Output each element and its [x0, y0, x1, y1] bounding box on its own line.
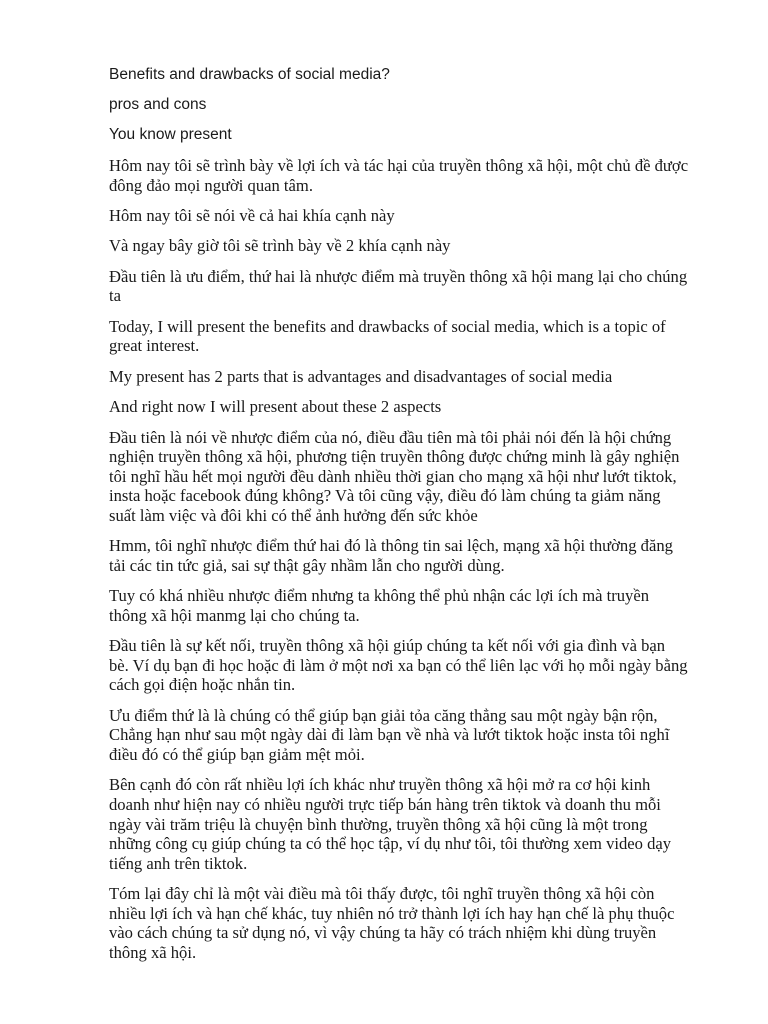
paragraph-order-vi: Đầu tiên là ưu điểm, thứ hai là nhược điểm mà truyền thông xã hội mang lại cho chúng ta [109, 266, 688, 306]
paragraph-intro-en: Today, I will present the benefits and drawbacks of social media, which is a topic of great interest. [109, 316, 666, 356]
document-title: Benefits and drawbacks of social media? [109, 66, 390, 83]
paragraph-transition-benefits: Tuy có khá nhiều nhược điểm nhưng ta không thể phủ nhận các lợi ích mà truyền thông xã hội manmg lại cho chúng ta. [109, 586, 650, 625]
paragraph-intro-vi: Hôm nay tôi sẽ trình bày về lợi ích và tác hại của truyền thông xã hội, một chủ đề được đông đảo mọi người quan tâm. [109, 156, 689, 195]
paragraph-parts-en: My present has 2 parts that is advantages and disadvantages of social media [109, 366, 613, 386]
paragraph-benefit-business-learning: Bên cạnh đó còn rất nhiều lợi ích khác như truyền thông xã hội mở ra cơ hội kinh doanh như hiện nay có nhiều người trực tiếp bán hàng trên tiktok và doanh thu mỗi ngày vài trăm triệu là chuyện bình thường, truyền thông xã hội cũng là một trong những công cụ giúp chúng ta có thể học tập, ví dụ như tôi, tôi thường xem video dạy tiếng anh trên tiktok. [109, 775, 672, 873]
paragraph-present-now-vi: Và ngay bây giờ tôi sẽ trình bày về 2 khía cạnh này [109, 236, 451, 256]
subtitle-pros-and-cons: pros and cons [109, 96, 207, 113]
paragraph-benefit-connection: Đầu tiên là sự kết nối, truyền thông xã hội giúp chúng ta kết nối với gia đình và bạn bè. Ví dụ bạn đi học hoặc đi làm ở một nơi xa bạn có thể liên lạc với họ mỗi ngày bằng cách gọi điện hoặc nhắn tin. [109, 636, 688, 695]
paragraph-drawback-addiction: Đầu tiên là nói về nhược điểm của nó, điều đầu tiên mà tôi phải nói đến là hội chứng nghiện truyền thông xã hội, phương tiện truyền thông được chứng minh là gây nghiện tôi nghĩ hầu hết mọi người đều dành nhiều thời gian cho mạng xã hội như lướt tiktok, insta hoặc facebook đúng không? Và tôi cũng vậy, điều đó làm chúng ta giảm năng suất làm việc và đôi khi có thể ảnh hưởng đến sức khỏe [109, 427, 680, 525]
paragraph-benefit-stress-relief: Ưu điểm thứ là là chúng có thể giúp bạn giải tỏa căng thẳng sau một ngày bận rộn, Chẳng hạn như sau một ngày dài đi làm bạn về nhà và lướt tiktok hoặc insta tôi nghĩ điều đó có thể giúp bạn giảm mệt mỏi. [109, 705, 670, 765]
paragraph-two-aspects-vi: Hôm nay tôi sẽ nói về cả hai khía cạnh này [109, 205, 395, 225]
paragraph-conclusion: Tóm lại đây chỉ là một vài điều mà tôi thấy được, tôi nghĩ truyền thông xã hội còn nhiều lợi ích và hạn chế khác, tuy nhiên nó trở thành lợi ích hay hạn chế là phụ thuộc vào cách chúng ta sử dụng nó, vì vậy chúng ta hãy có trách nhiệm khi dùng truyền thông xã hội. [109, 884, 675, 962]
paragraph-aspects-en: And right now I will present about these 2 aspects [109, 397, 442, 417]
paragraph-drawback-misinformation: Hmm, tôi nghĩ nhược điểm thứ hai đó là thông tin sai lệch, mạng xã hội thường đăng tải các tin tức giả, sai sự thật gây nhầm lẫn cho người dùng. [109, 536, 673, 575]
subtitle-you-know-present: You know present [109, 126, 232, 143]
